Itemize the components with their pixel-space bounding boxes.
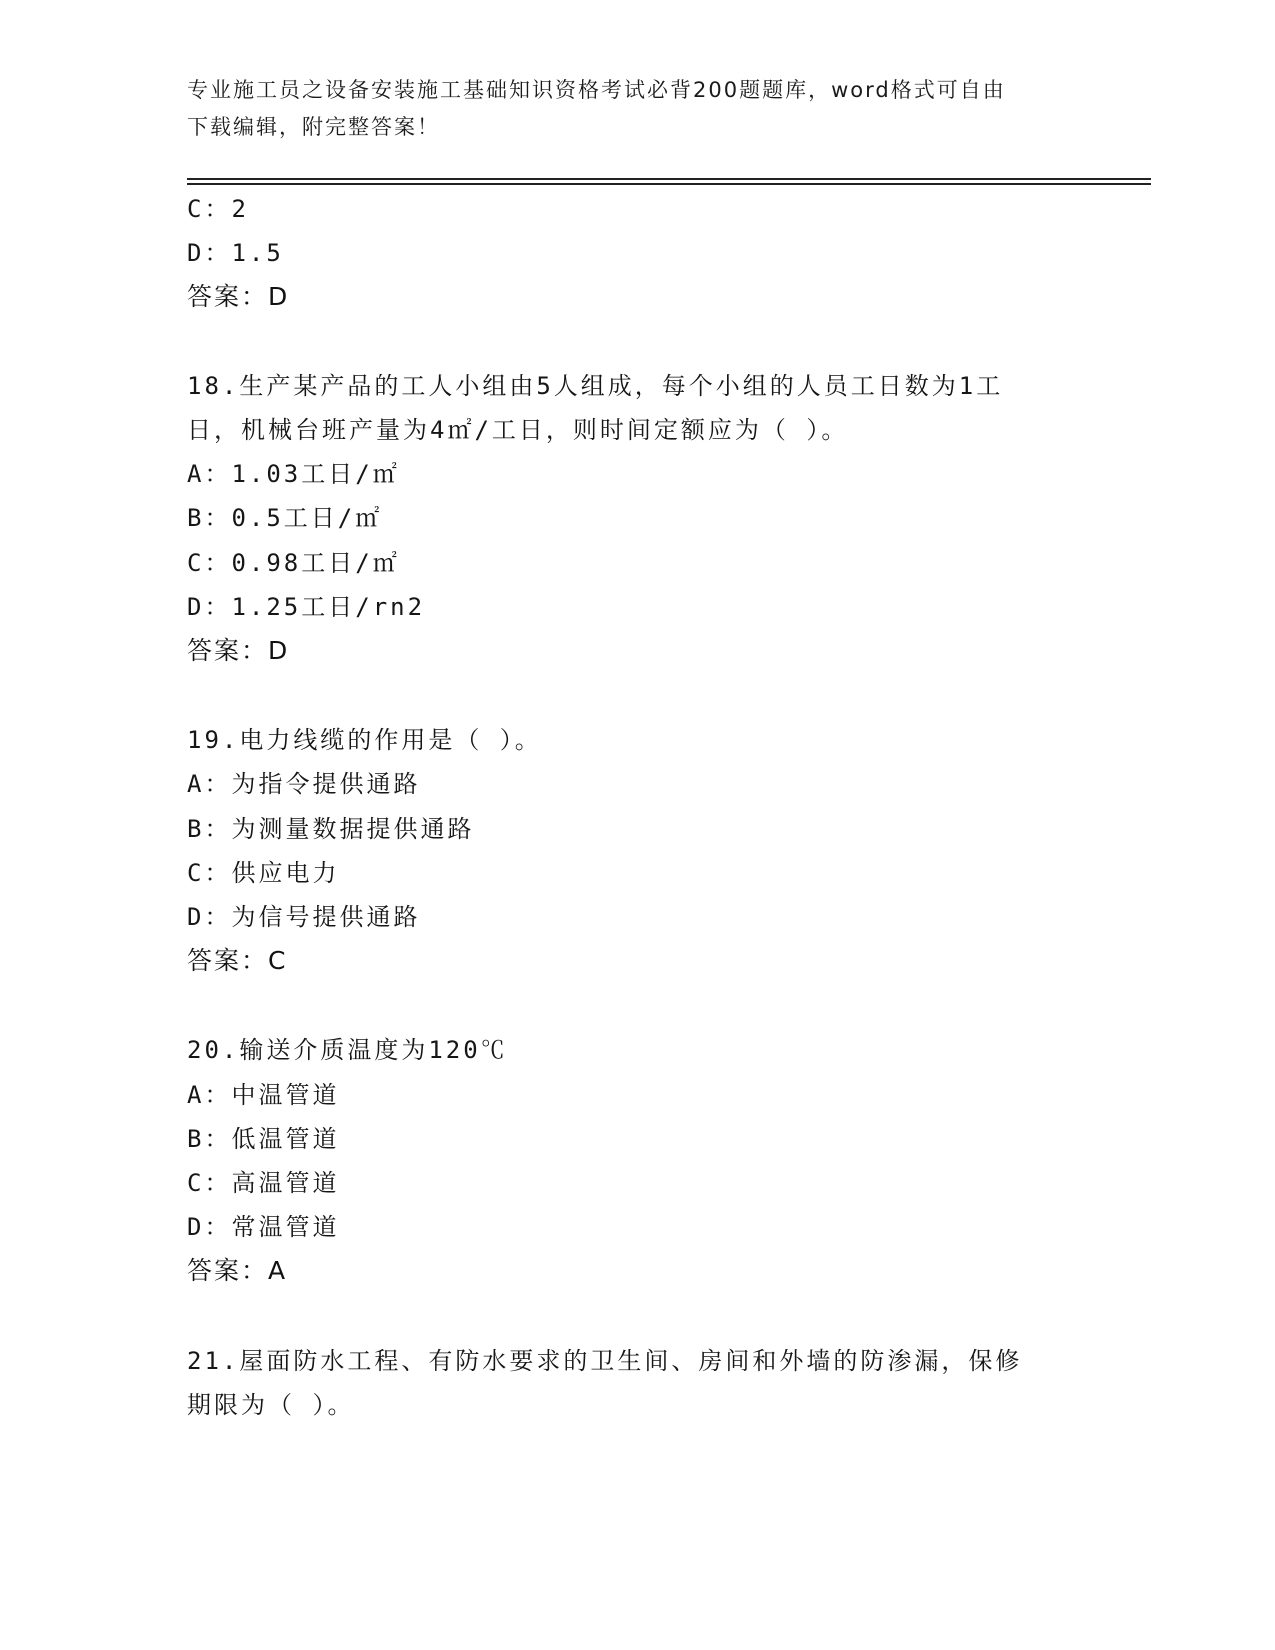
q18-stem-line-2: 日，机械台班产量为4㎡/工日，则时间定额应为（ ）。 (187, 416, 849, 444)
q18-stem-line-1: 18.生产某产品的工人小组由5人组成，每个小组的人员工日数为1工 (187, 372, 1004, 400)
q19-stem: 19.电力线缆的作用是（ ）。 (187, 726, 542, 754)
q20-option-d: D：常温管道 (187, 1213, 340, 1241)
q18-answer: 答案：D (187, 636, 290, 665)
header-line-1: 专业施工员之设备安装施工基础知识资格考试必背200题题库，word格式可自由 (187, 78, 1006, 102)
header-divider-top (187, 178, 1151, 180)
header-divider-bottom (187, 183, 1151, 185)
header-line-2: 下载编辑，附完整答案！ (187, 115, 440, 139)
q18-option-b: B：0.5工日/㎡ (187, 504, 383, 532)
q20-option-b: B：低温管道 (187, 1125, 340, 1153)
q18-option-a: A：1.03工日/㎡ (187, 460, 400, 488)
q21-stem-line-2: 期限为（ ）。 (187, 1391, 355, 1419)
q20-answer: 答案：A (187, 1256, 288, 1285)
q17-option-c: C：2 (187, 195, 249, 223)
q19-option-a: A：为指令提供通路 (187, 770, 421, 798)
q19-option-d: D：为信号提供通路 (187, 903, 421, 931)
q17-option-d: D：1.5 (187, 239, 284, 267)
q19-answer: 答案：C (187, 946, 288, 975)
q20-option-c: C：高温管道 (187, 1169, 340, 1197)
q19-option-b: B：为测量数据提供通路 (187, 815, 475, 843)
q19-option-c: C：供应电力 (187, 859, 340, 887)
q18-option-c: C：0.98工日/㎡ (187, 549, 400, 577)
q18-option-d: D：1.25工日/rn2 (187, 593, 426, 621)
q20-stem: 20.输送介质温度为120℃ (187, 1036, 508, 1064)
q17-answer: 答案：D (187, 282, 290, 311)
q21-stem-line-1: 21.屋面防水工程、有防水要求的卫生间、房间和外墙的防渗漏，保修 (187, 1347, 1023, 1375)
q20-option-a: A：中温管道 (187, 1081, 340, 1109)
document-header (187, 72, 1067, 146)
